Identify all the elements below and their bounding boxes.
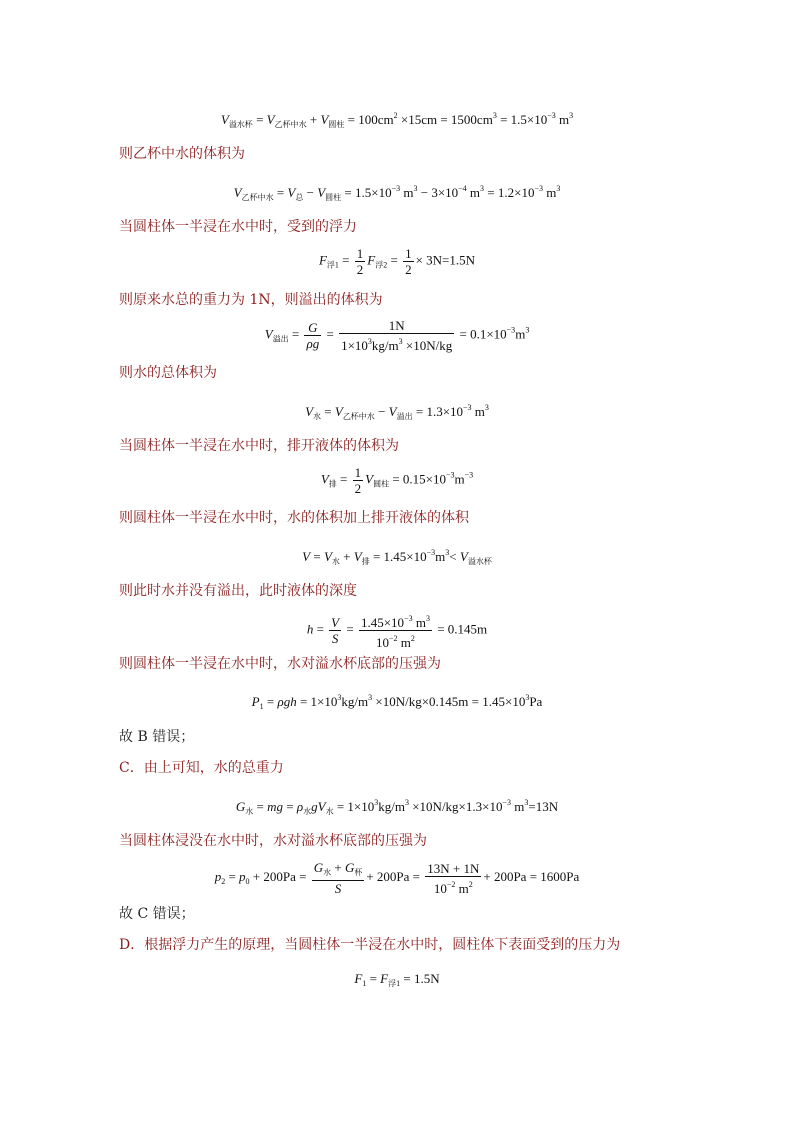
equation-12: $F_1 = F_{浮1} = 1.5N$ (354, 971, 440, 988)
equation-1: $V_{溢水杯} = V_{乙杯中水} + V_{圆柱} = 100cm^2 \times 15cm = 1500cm^3 = 1.5\times 10^{-3}$ $m^3$ (220, 111, 574, 129)
text-line-2: 当圆柱体一半浸在水中时，受到的浮力 (119, 219, 357, 235)
equation-8: h = $\frac{V}{S}$ = $\frac{1.45\times 10^{-3} m^3}{10^{-2} m^2}$ = 0.145m (0, 611, 794, 650)
text-line-13: D．根据浮力产生的原理，当圆柱体一半浸在水中时，圆柱体下表面受到的压力为 (119, 937, 621, 953)
equation-5: $V_水 = V_{乙杯中水} - V_{溢出} = 1.3\times 10^{-3}$ $m^3$ (305, 403, 489, 421)
text-line-8: 则圆柱体一半浸在水中时，水对溢水杯底部的压强为 (119, 656, 441, 672)
text-line-1: 则乙杯中水的体积为 (119, 146, 245, 162)
equation-11: $p_2 = p_0 + 200Pa$ = $\frac{G_水 + G_杯}{S}$ + 200Pa = $\frac{13N + 1N}{10^{-2} m^2}$ + 200Pa = 1600Pa (214, 860, 580, 896)
text-line-10: C．由上可知，水的总重力 (119, 760, 284, 776)
text-line-11: 当圆柱体浸没在水中时，水对溢水杯底部的压强为 (119, 833, 427, 849)
equation-10: $G_水$ = mg = $\rho_水gV_水 = 1\times 10^3kg/m^3 \times 10N/kg\times 1.3\times 10^{-3}$ $m^3=13N$ (235, 798, 559, 816)
equation-6: $V_排$ = $\frac{1}{2}$ $V_{圆柱} = 0.15\times 10^{-3}m^{-3}$ (320, 465, 474, 496)
equation-3: $F_{浮1}$ = $\frac{1}{2}$ $F_{浮2}$ = $\frac{1}{2}$ × 3N=1.5N (318, 246, 476, 277)
text-line-9: 故 B 错误； (119, 729, 195, 745)
equation-7: $V = V_水 + V_排 = 1.45\times 10^{-3}m^3< V_{溢水杯}$ (302, 548, 492, 566)
text-line-3: 则原来水总的重力为 1N，则溢出的体积为 (119, 292, 383, 308)
text-line-12: 故 C 错误； (119, 906, 195, 922)
equation-2: $V_{乙杯中水} = V_总 - V_{圆柱} = 1.5\times 10^{-3}$ $m^3 - 3\times 10^{-4}$ $m^3 = 1.2\times 10^{-3}$ $m^3$ (233, 184, 561, 202)
text-line-7: 则此时水并没有溢出，此时液体的深度 (119, 583, 357, 599)
equation-4: $V_{溢出}$ = $\frac{G}{\rho g}$ = $\frac{1N}{1\times 10^3kg/m^3 \times 10N/kg}$ = $0.1\times 10^{-3}m^3$ (264, 318, 530, 353)
text-line-6: 则圆柱体一半浸在水中时，水的体积加上排开液体的体积 (119, 510, 469, 526)
equation-9: $P_1 = \rho gh = 1\times 10^3kg/m^3 \times 10N/kg\times 0.145m = 1.45\times 10^3Pa$ (251, 693, 543, 711)
text-line-5: 当圆柱体一半浸在水中时，排开液体的体积为 (119, 438, 399, 454)
text-line-4: 则水的总体积为 (119, 365, 217, 381)
